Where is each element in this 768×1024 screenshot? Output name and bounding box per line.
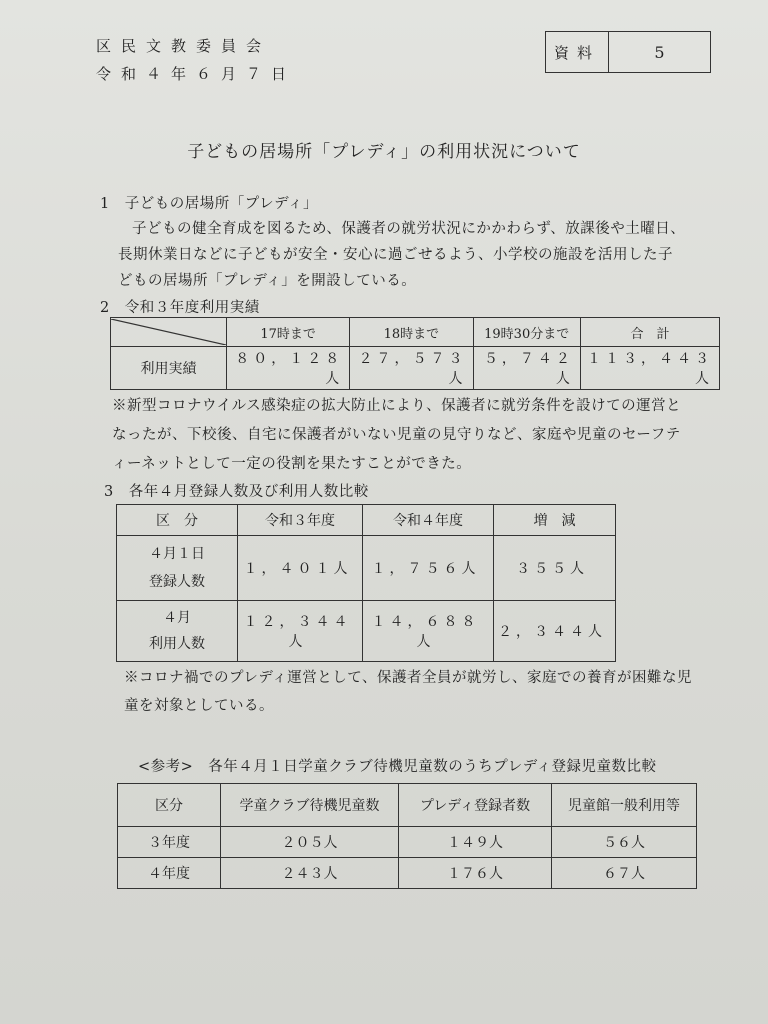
row-label — [117, 601, 238, 662]
row-label-line: 利用人数 — [149, 636, 205, 652]
section1-line: 長期休業日などに子どもが安全・安心に過ごせるよう、小学校の施設を活用した子 — [118, 247, 673, 263]
column-header: 18時まで — [350, 318, 473, 347]
section3-heading: 3 各年４月登録人数及び利用人数比較 — [104, 484, 369, 500]
value-cell: １，４０１人 — [238, 536, 363, 601]
note-line: なったが、下校後、自宅に保護者がいない児童の見守りなど、家庭や児童のセーフテ — [112, 427, 681, 443]
column-header: 令和３年度 — [238, 505, 363, 536]
diagonal-cell — [111, 318, 227, 347]
value-cell: ３５５人 — [494, 536, 616, 601]
row-label: 利用実績 — [111, 347, 227, 390]
table-header-row — [111, 318, 720, 347]
row-label-line: ４月 — [163, 610, 191, 626]
column-header: 増 減 — [494, 505, 616, 536]
value-cell: ８０，１２８人 — [227, 347, 350, 390]
column-header: 令和４年度 — [363, 505, 494, 536]
column-header: 児童館一般利用等 — [552, 784, 697, 827]
section1-line: 子どもの健全育成を図るため、保護者の就労状況にかかわらず、放課後や土曜日、 — [132, 221, 686, 237]
section1-heading: 1 子どもの居場所「プレディ」 — [100, 196, 318, 212]
value-cell: ２７，５７３人 — [350, 347, 473, 390]
material-label: 資料 — [546, 32, 609, 72]
note-line: ※新型コロナウイルス感染症の拡大防止により、保護者に就労条件を設けての運営と — [112, 398, 682, 414]
row-label-line: 登録人数 — [149, 574, 205, 590]
value-cell: ６７人 — [552, 858, 697, 889]
document-date: 令和４年６月７日 — [96, 65, 297, 83]
column-header: 19時30分まで — [473, 318, 580, 347]
row-label: ３年度 — [118, 827, 221, 858]
note-line: 童を対象としている。 — [124, 698, 274, 714]
registration-comparison-table — [116, 504, 616, 662]
section1-line: どもの居場所「プレディ」を開設している。 — [118, 273, 417, 289]
value-cell: １，７５６人 — [363, 536, 494, 601]
value-cell: ５６人 — [552, 827, 697, 858]
section3-note — [124, 664, 724, 720]
document-header — [96, 32, 296, 88]
section1-body — [104, 216, 724, 294]
note-line: ※コロナ禍でのプレディ運営として、保護者全員が就労し、家庭での養育が困難な児 — [124, 670, 692, 686]
material-number: 5 — [654, 42, 665, 62]
value-cell: １４９人 — [399, 827, 552, 858]
section2-note — [112, 392, 742, 479]
row-label — [117, 536, 238, 601]
column-header: 17時まで — [227, 318, 350, 347]
value-cell: ２０５人 — [221, 827, 399, 858]
column-header: 区分 — [118, 784, 221, 827]
row-label: ４年度 — [118, 858, 221, 889]
column-header: 合 計 — [580, 318, 719, 347]
diagonal-line — [111, 319, 226, 345]
note-line: ィーネットとして一定の役割を果たすことができた。 — [112, 456, 472, 472]
reference-table — [117, 783, 697, 889]
value-cell: ５，７４２人 — [473, 347, 580, 390]
committee-name: 区民文教委員会 — [96, 37, 272, 55]
table-header-row — [117, 505, 616, 536]
column-header: 区 分 — [117, 505, 238, 536]
reference-heading: <参考> 各年４月１日学童クラブ待機児童数のうちプレディ登録児童数比較 — [138, 759, 657, 775]
value-cell: １７６人 — [399, 858, 552, 889]
table-row — [117, 601, 616, 662]
value-cell: １４，６８８人 — [363, 601, 494, 662]
column-header: 学童クラブ待機児童数 — [221, 784, 399, 827]
value-cell: １２，３４４人 — [238, 601, 363, 662]
table-header-row — [118, 784, 697, 827]
section2-heading: 2 令和３年度利用実績 — [100, 300, 260, 316]
row-label-line: ４月１日 — [149, 546, 205, 562]
table-row — [111, 347, 720, 390]
document-title: 子どもの居場所「プレディ」の利用状況について — [187, 142, 581, 162]
table-row — [117, 536, 616, 601]
table-row — [118, 858, 697, 889]
value-cell: ２，３４４人 — [494, 601, 616, 662]
table-row — [118, 827, 697, 858]
column-header: プレディ登録者数 — [399, 784, 552, 827]
material-number-box — [545, 31, 711, 73]
value-cell: ２４３人 — [221, 858, 399, 889]
value-cell: １１３，４４３人 — [580, 347, 719, 390]
usage-table-2021 — [110, 317, 720, 390]
